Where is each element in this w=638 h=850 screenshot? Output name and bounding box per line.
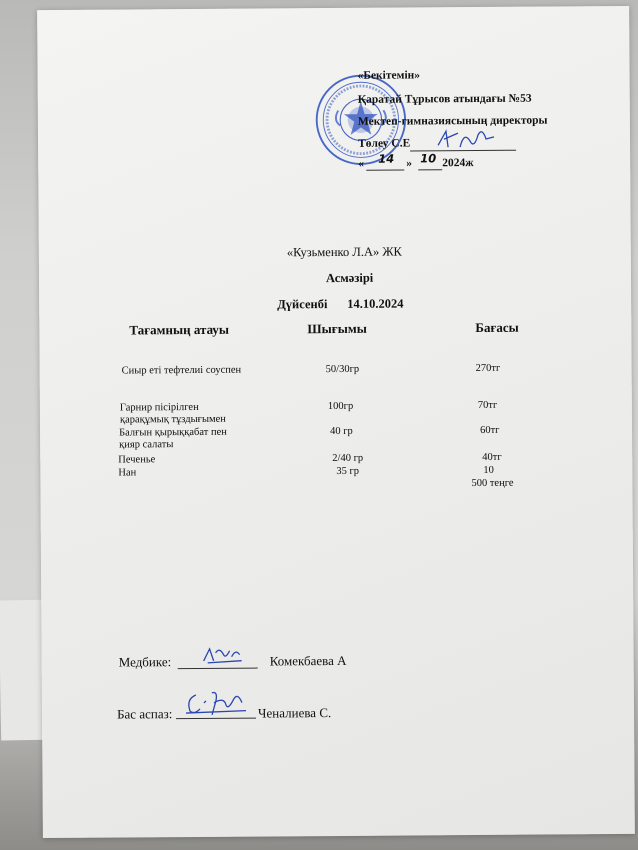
- director-title-line: Мектеп-гимназиясының директоры: [357, 114, 548, 128]
- dish-yield: 40 гр: [330, 425, 353, 438]
- company-name: «Кузьменко Л.А» ЖК: [286, 244, 402, 260]
- chef-name: Ченалиева С.: [257, 705, 332, 721]
- handwritten-month: 10: [420, 151, 437, 166]
- dish-price: 60тг: [480, 424, 500, 436]
- date-year: 2024ж: [442, 157, 474, 170]
- dish-name: Печенье: [118, 454, 156, 466]
- approval-heading: «Бекітемін»: [357, 69, 421, 82]
- date-close-quote: »: [406, 157, 412, 170]
- dish-name: Гарнир пісірілген: [119, 401, 199, 414]
- menu-document: [37, 6, 635, 838]
- menu-title: Асмәзірі: [325, 270, 374, 286]
- dish-price: 10: [483, 464, 494, 476]
- menu-date: 14.10.2024: [347, 296, 404, 311]
- dish-name: Балғын қырыққабат пен: [119, 426, 227, 439]
- menu-day: Дүйсенбі: [277, 297, 328, 312]
- date-open-quote: «: [358, 157, 364, 170]
- dish-yield: 2/40 гр: [332, 452, 364, 465]
- nurse-name: Комекбаева А: [269, 652, 347, 669]
- column-header-price: Бағасы: [475, 319, 519, 336]
- approval-block: [37, 6, 629, 170]
- dish-name-continued: қарақұмық тұздығымен: [119, 413, 226, 426]
- dish-yield: 100гр: [327, 400, 354, 413]
- dish-price: 70тг: [477, 399, 498, 412]
- dish-yield: 35 гр: [336, 465, 360, 477]
- chef-label: Бас аспаз:: [116, 706, 173, 722]
- column-header-dish: Тағамның атауы: [129, 321, 230, 338]
- director-name: Төлеу С.Е: [358, 137, 411, 150]
- director-signature: [436, 127, 496, 153]
- handwritten-day: 14: [378, 151, 395, 166]
- chef-signature: [182, 689, 252, 719]
- nurse-label: Медбике:: [118, 654, 172, 670]
- column-header-yield: Шығымы: [307, 320, 367, 337]
- dish-yield: 50/30гр: [325, 363, 360, 376]
- school-name-line: Қаратай Тұрысов атындағы №53: [357, 92, 532, 106]
- dish-price: 40тг: [482, 451, 502, 463]
- menu-total: 500 теңге: [471, 477, 514, 490]
- dish-name: Нан: [118, 467, 137, 479]
- dish-price: 270тг: [475, 362, 501, 375]
- dish-name: Сиыр еті тефтелиі соуспен: [121, 364, 242, 377]
- nurse-signature: [202, 643, 246, 665]
- dish-name-continued: қияр салаты: [119, 439, 174, 451]
